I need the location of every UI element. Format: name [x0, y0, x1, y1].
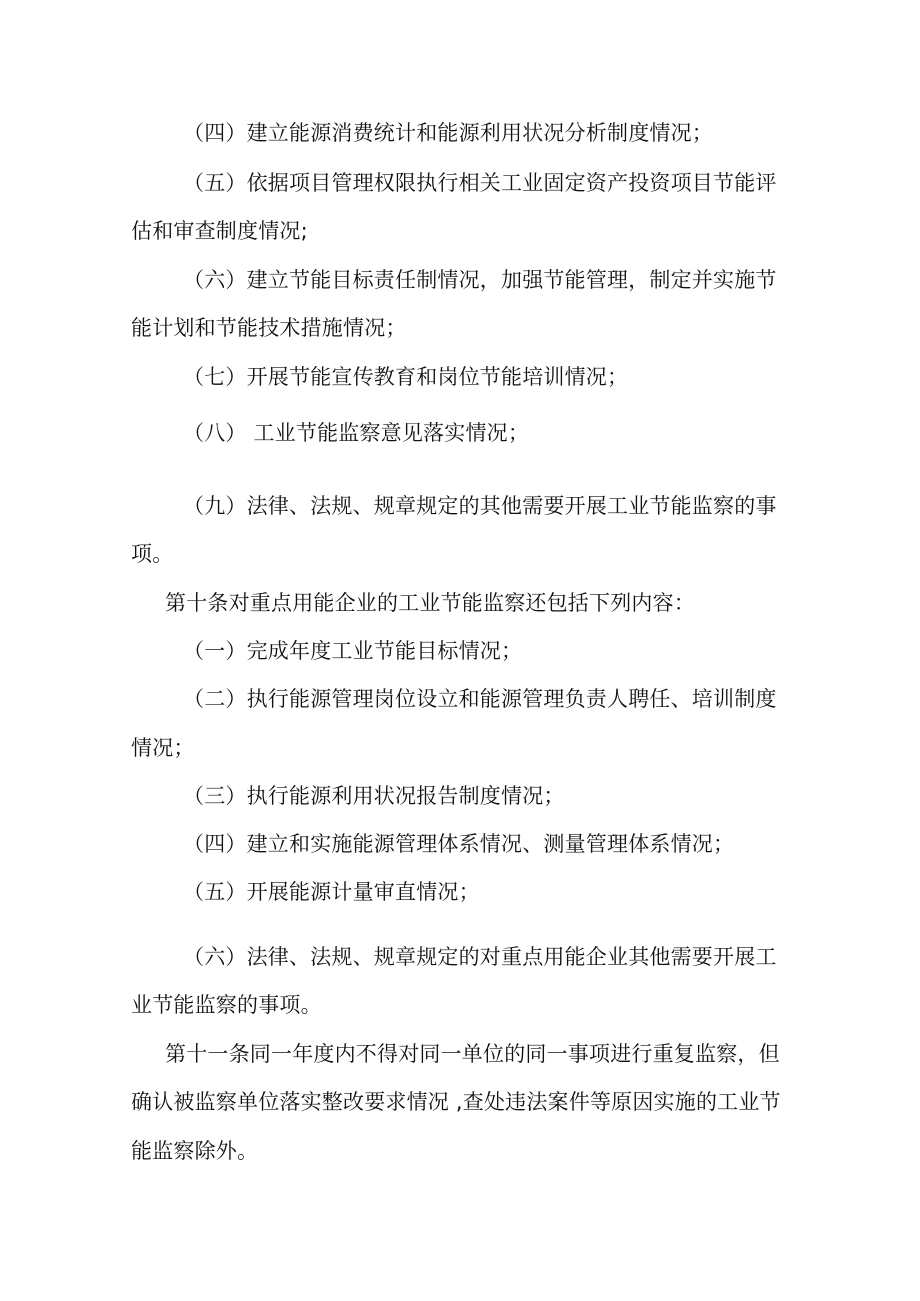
- article-heading-line: 第十一条同一年度内不得对同一单位的同一事项进行重复监察，但: [165, 1042, 780, 1066]
- paragraph-line: 能计划和节能技术措施情况；: [131, 316, 407, 340]
- paragraph-line: （八） 工业节能监察意见落实情况；: [183, 421, 530, 445]
- paragraph-line: 确认被监察单位落实整改要求情况 ,查处违法案件等原因实施的工业节: [131, 1090, 781, 1114]
- paragraph-line: （五）依据项目管理权限执行相关工业固定资产投资项目节能评: [183, 171, 777, 195]
- article-heading-line: 第十条对重点用能企业的工业节能监察还包括下列内容：: [165, 591, 695, 615]
- paragraph-line: 业节能监察的事项。: [131, 993, 322, 1017]
- paragraph-line: 估和审查制度情况;: [131, 219, 308, 243]
- paragraph-line: 情况；: [131, 736, 195, 760]
- paragraph-line: 项。: [131, 542, 174, 566]
- paragraph-line: （九）法律、法规、规章规定的其他需要开展工业节能监察的事: [183, 494, 777, 518]
- paragraph-line: （一）完成年度工业节能目标情况；: [183, 639, 523, 663]
- paragraph-line: （三）执行能源利用状况报告制度情况；: [183, 784, 565, 808]
- paragraph-line: （四）建立和实施能源管理体系情况、测量管理体系情况；: [183, 832, 735, 856]
- paragraph-line: （五）开展能源计量审直情况；: [183, 880, 480, 904]
- paragraph-line: （四）建立能源消费统计和能源利用状况分析制度情况；: [183, 121, 713, 145]
- paragraph-line: （六）建立节能目标责任制情况，加强节能管理，制定并实施节: [183, 268, 777, 292]
- paragraph-line: （六）法律、法规、规章规定的对重点用能企业其他需要开展工: [183, 945, 777, 969]
- paragraph-line: （七）开展节能宣传教育和岗位节能培训情况；: [183, 365, 629, 389]
- paragraph-line: （二）执行能源管理岗位设立和能源管理负责人聘任、培训制度: [183, 687, 777, 711]
- paragraph-line: 能监察除外。: [131, 1139, 259, 1163]
